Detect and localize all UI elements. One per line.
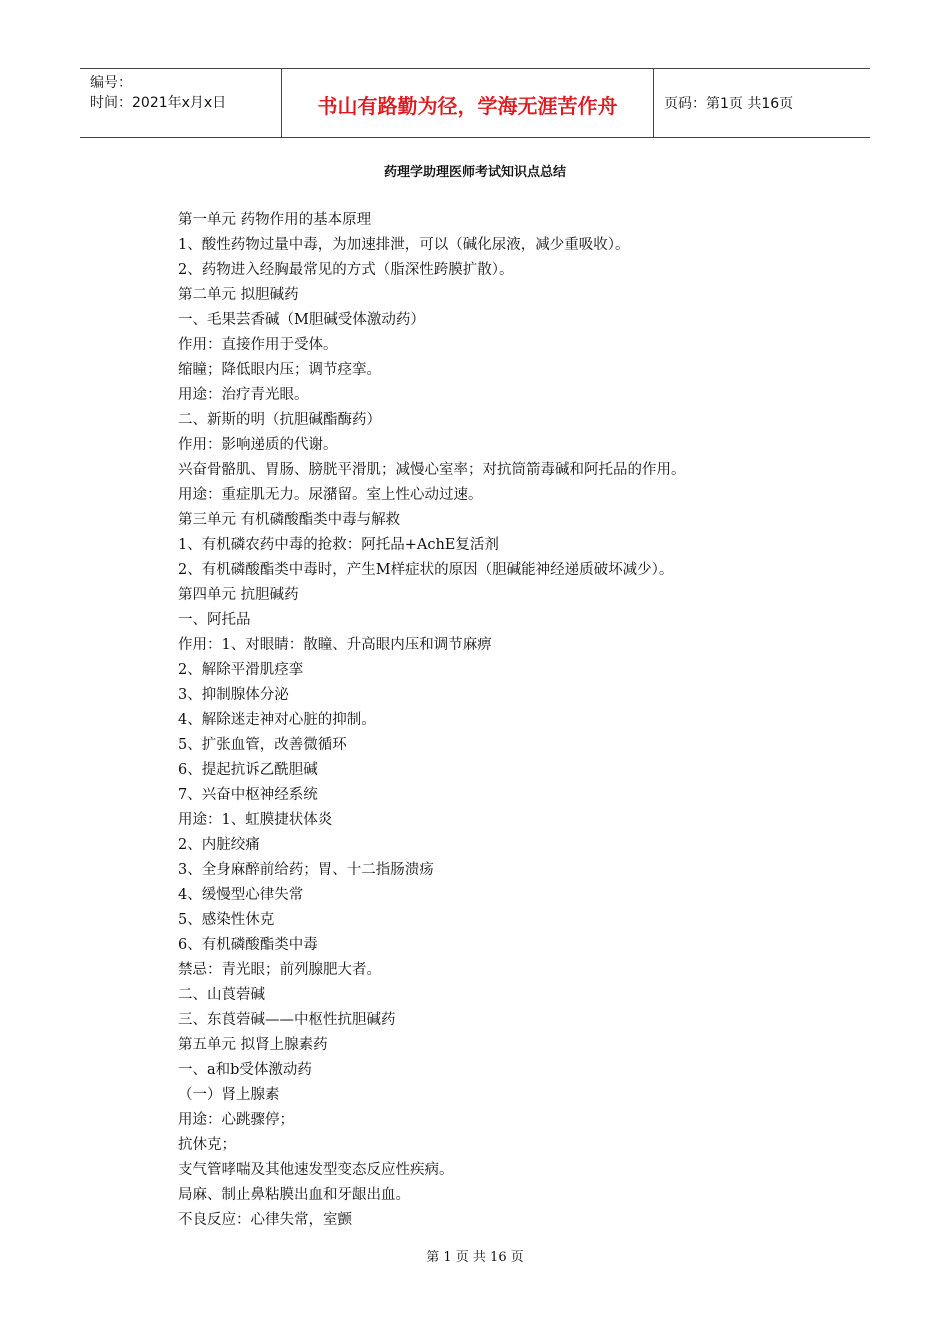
header-motto: 书山有路勤为径，学海无涯苦作舟 xyxy=(282,69,654,137)
body-line: 一、阿托品 xyxy=(178,612,251,628)
page-footer: 第 1 页 共 16 页 xyxy=(426,1250,524,1265)
body-line: 4、解除迷走神对心脏的抑制。 xyxy=(178,712,376,728)
body-line: 6、提起抗诉乙酰胆碱 xyxy=(178,762,318,778)
page-header xyxy=(80,68,870,138)
body-line: 第二单元 拟胆碱药 xyxy=(178,287,299,303)
body-line: 作用：影响递质的代谢。 xyxy=(178,437,338,453)
body-line: 用途：重症肌无力。尿潴留。室上性心动过速。 xyxy=(178,487,483,503)
body-line: 5、扩张血管，改善微循环 xyxy=(178,737,347,753)
body-line: 2、内脏绞痛 xyxy=(178,837,260,853)
body-line: 局麻、制止鼻粘膜出血和牙龈出血。 xyxy=(178,1187,410,1203)
body-line: 第三单元 有机磷酸酯类中毒与解救 xyxy=(178,512,401,528)
body-line: 2、解除平滑肌痉挛 xyxy=(178,662,304,678)
header-meta xyxy=(80,69,282,137)
body-line: 三、东莨菪碱——中枢性抗胆碱药 xyxy=(178,1012,396,1028)
body-line: 6、有机磷酸酯类中毒 xyxy=(178,937,318,953)
body-line: 兴奋骨骼肌、胃肠、膀胱平滑肌；减慢心室率；对抗筒箭毒碱和阿托品的作用。 xyxy=(178,462,686,478)
body-line: 一、毛果芸香碱（M胆碱受体激动药） xyxy=(178,312,425,328)
body-line: 第五单元 拟肾上腺素药 xyxy=(178,1037,328,1053)
body-line: 用途：治疗青光眼。 xyxy=(178,387,309,403)
header-number-label: 编号： xyxy=(90,75,132,91)
body-line: 作用：1、对眼睛：散瞳、升高眼内压和调节麻痹 xyxy=(178,637,492,653)
body-line: 不良反应：心律失常，室颤 xyxy=(178,1212,352,1228)
body-line: 3、全身麻醉前给药；胃、十二指肠溃疡 xyxy=(178,862,434,878)
body-line: 二、山莨菪碱 xyxy=(178,987,265,1003)
body-line: 一、a和b受体激动药 xyxy=(178,1062,312,1078)
body-line: （一）肾上腺素 xyxy=(178,1087,280,1103)
body-line: 2、有机磷酸酯类中毒时，产生M样症状的原因（胆碱能神经递质破坏减少）。 xyxy=(178,562,674,578)
body-line: 用途：心跳骤停； xyxy=(178,1112,294,1128)
body-line: 第一单元 药物作用的基本原理 xyxy=(178,212,372,228)
body-line: 1、酸性药物过量中毒，为加速排泄，可以（碱化尿液，减少重吸收）。 xyxy=(178,237,630,253)
body-line: 7、兴奋中枢神经系统 xyxy=(178,787,318,803)
body-line: 5、感染性休克 xyxy=(178,912,275,928)
body-line: 二、新斯的明（抗胆碱酯酶药） xyxy=(178,412,381,428)
body-line: 缩瞳；降低眼内压；调节痉挛。 xyxy=(178,362,381,378)
body-line: 抗休克； xyxy=(178,1137,236,1153)
header-date-label: 时间：2021年x月x日 xyxy=(90,95,227,111)
body-line: 禁忌：青光眼；前列腺肥大者。 xyxy=(178,962,381,978)
body-line: 用途：1、虹膜捷状体炎 xyxy=(178,812,333,828)
body-line: 1、有机磷农药中毒的抢救：阿托品+AchE复活剂 xyxy=(178,537,499,553)
document-body xyxy=(178,208,878,1233)
header-page-info: 页码：第1页 共16页 xyxy=(664,96,794,112)
body-line: 支气管哮喘及其他速发型变态反应性疾病。 xyxy=(178,1162,454,1178)
body-line: 第四单元 抗胆碱药 xyxy=(178,587,299,603)
body-line: 4、缓慢型心律失常 xyxy=(178,887,304,903)
body-line: 2、药物进入经胸最常见的方式（脂深性跨膜扩散）。 xyxy=(178,262,514,278)
body-line: 3、抑制腺体分泌 xyxy=(178,687,289,703)
document-title: 药理学助理医师考试知识点总结 xyxy=(383,165,566,180)
body-line: 作用：直接作用于受体。 xyxy=(178,337,338,353)
